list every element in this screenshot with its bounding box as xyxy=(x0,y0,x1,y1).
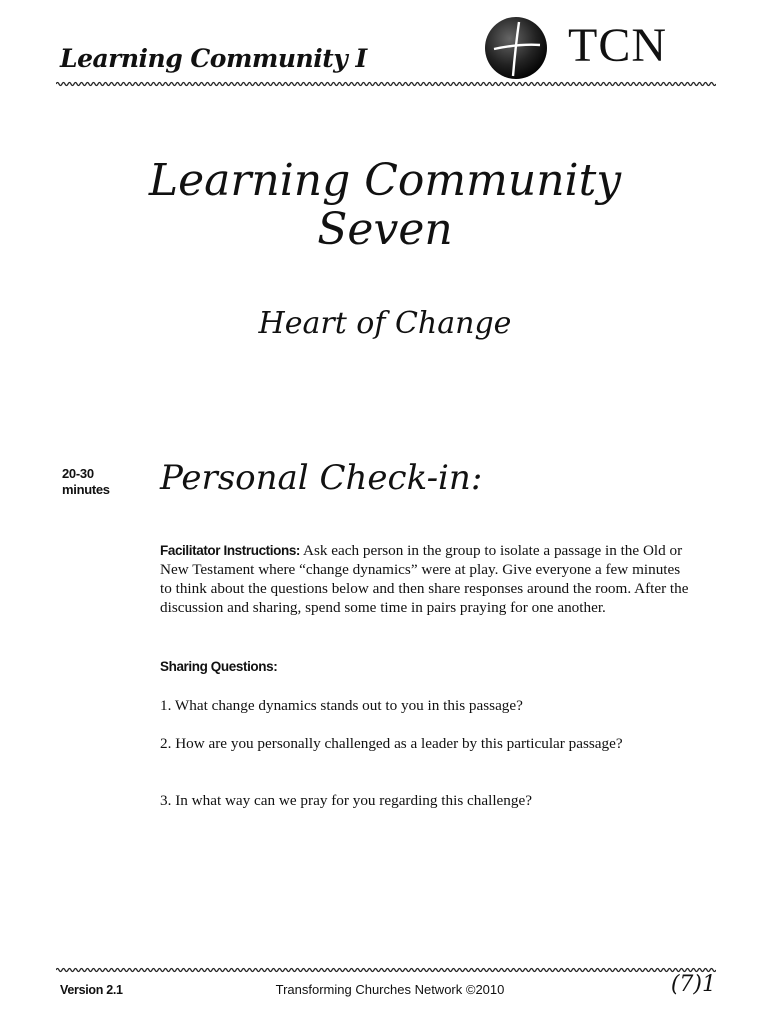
question-item: 1. What change dynamics stands out to you in this passage? xyxy=(160,697,523,714)
facilitator-label: Facilitator Instructions: xyxy=(160,543,301,558)
page-subtitle: Heart of Change xyxy=(258,306,512,341)
copyright-text: Transforming Churches Network ©2010 xyxy=(275,982,505,997)
duration-range: 20-30 xyxy=(62,466,94,481)
version-label: Version 2.1 xyxy=(60,983,123,997)
footer-divider xyxy=(56,966,716,974)
page-title xyxy=(80,156,690,255)
duration-unit: minutes xyxy=(62,482,110,497)
tcn-logo xyxy=(484,16,714,80)
sharing-questions-label: Sharing Questions: xyxy=(160,659,278,674)
duration-label xyxy=(62,466,110,498)
question-item: 3. In what way can we pray for you regarding this challenge? xyxy=(160,792,532,809)
facilitator-text: Ask each person in the group to isolate a passage in the Old or New Testament where “change dynamics” were at play. Give everyone a few minutes to think about the questions below and then share responses around the room. After the discussion and sharing, spend some time in pairs praying for one another. xyxy=(160,542,689,616)
logo-wordmark: TCN xyxy=(568,19,667,72)
page-title-line1: Learning Community xyxy=(148,155,622,206)
facilitator-instructions xyxy=(160,541,690,617)
circle-cross-logo-icon xyxy=(484,16,548,80)
section-heading: Personal Check-in: xyxy=(160,458,483,498)
question-item: 2. How are you personally challenged as a leader by this particular passage? xyxy=(160,735,623,752)
page-number: (7)1 xyxy=(670,972,716,997)
header-divider xyxy=(56,80,716,88)
page-title-line2: Seven xyxy=(317,204,453,256)
running-header-title: Learning Community I xyxy=(60,44,367,73)
